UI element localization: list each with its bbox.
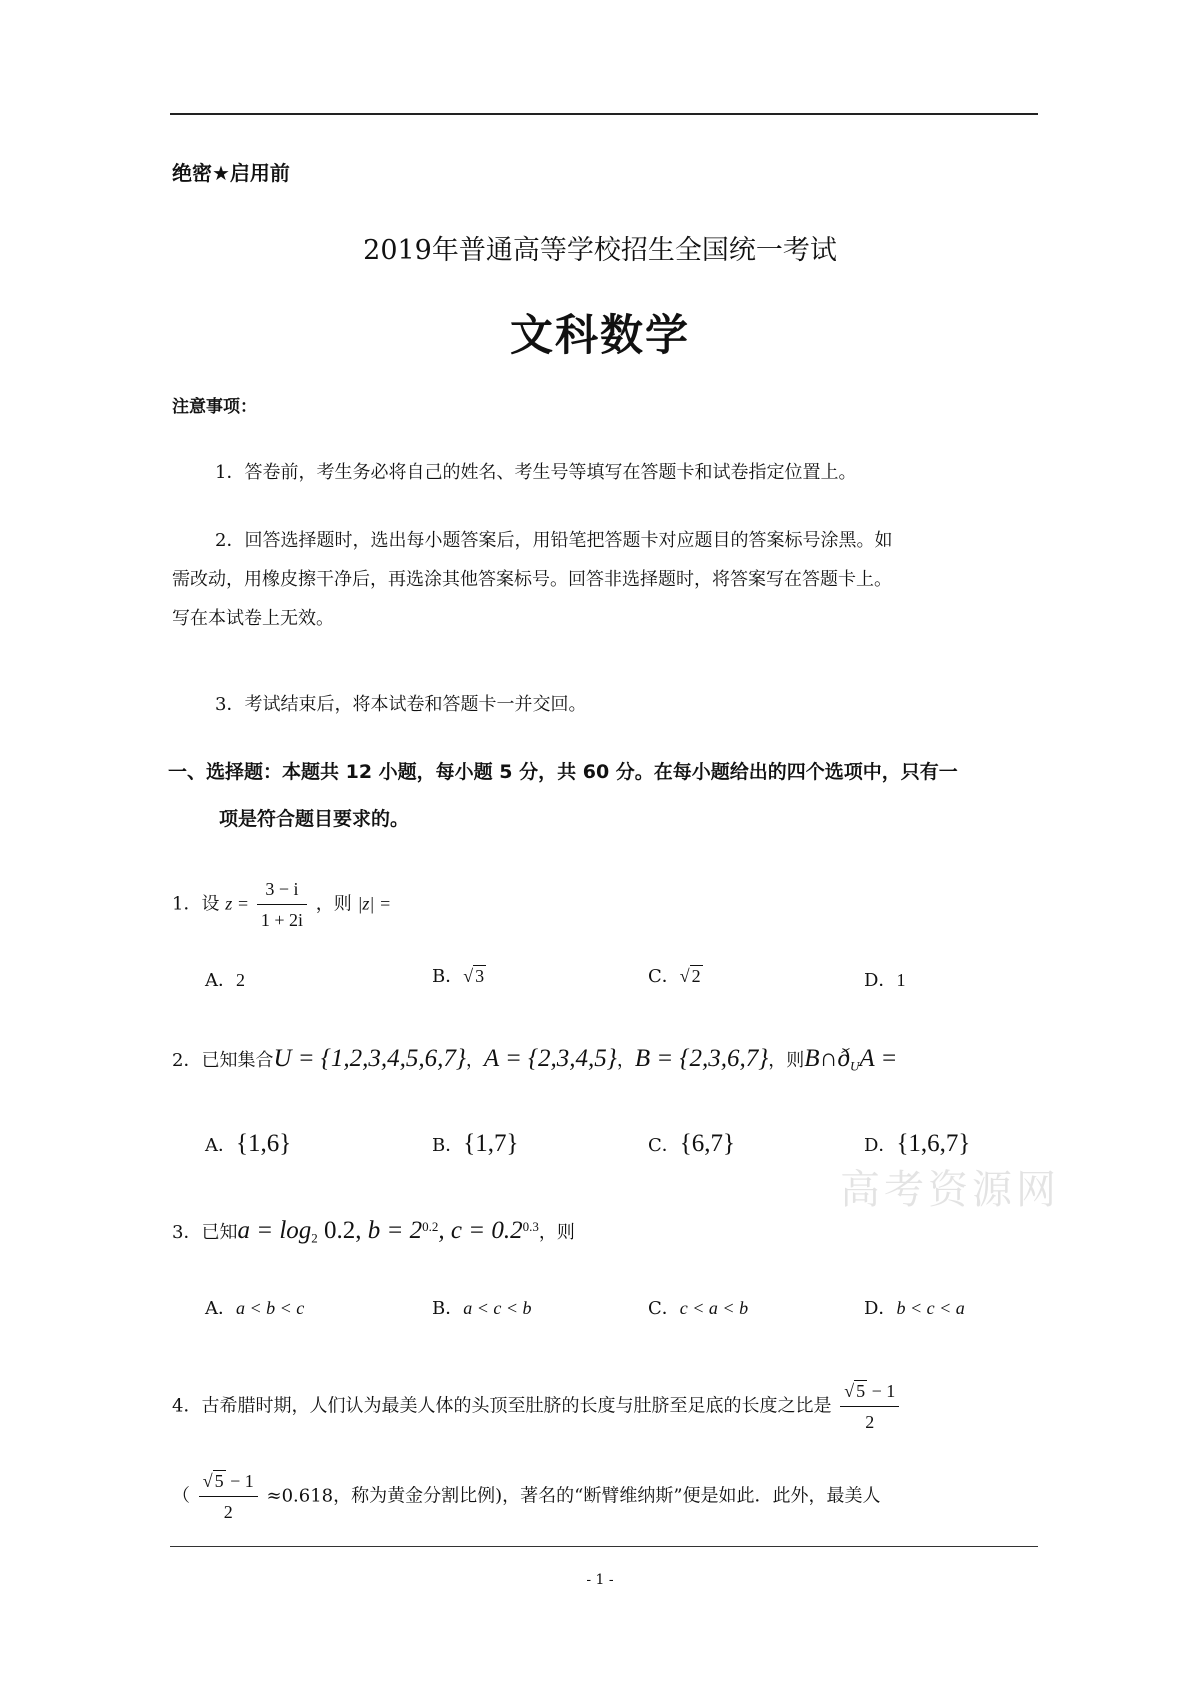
- q2-option-b[interactable]: [432, 1130, 518, 1158]
- question-1-fraction: [257, 876, 307, 933]
- option-label: D．: [864, 970, 897, 991]
- option-label: D．: [864, 1135, 897, 1156]
- bottom-rule: [170, 1546, 1038, 1547]
- sqrt-icon: √ 5: [202, 1471, 224, 1491]
- sqrt-icon: √ 2: [679, 966, 701, 986]
- confidential-label: 绝密★启用前: [172, 161, 290, 185]
- q3-option-a[interactable]: [205, 1294, 304, 1320]
- question-3-a: a = log: [237, 1217, 312, 1244]
- question-3: [172, 1214, 575, 1252]
- question-1-tail: ，则: [315, 893, 352, 915]
- question-4-stem: 4．古希腊时期，人们认为最美人体的头顶至肚脐的长度与肚脐至足底的长度之比是: [172, 1395, 832, 1417]
- notice-item-3: 3．考试结束后，将本试卷和答题卡一并交回。: [215, 694, 587, 715]
- question-2: [172, 1046, 897, 1080]
- question-3-log-base: 2: [311, 1230, 318, 1246]
- option-label: B．: [432, 1298, 464, 1319]
- sqrt-icon: √ 5: [844, 1381, 866, 1401]
- option-value: {1,7}: [463, 1130, 519, 1157]
- option-label: B．: [432, 966, 464, 987]
- q3-option-d[interactable]: [864, 1294, 965, 1320]
- question-1: [172, 876, 390, 936]
- top-rule: [170, 113, 1038, 115]
- question-2-sep-2: ，: [616, 1050, 635, 1071]
- q3-option-c[interactable]: [648, 1294, 748, 1320]
- notice-item-2: [172, 528, 1042, 632]
- golden-ratio-numerator: [840, 1378, 899, 1407]
- notice-item-1: 1．答卷前，考生务必将自己的姓名、考生号等填写在答题卡和试卷指定位置上。: [215, 462, 857, 483]
- subject-title: 文科数学: [510, 311, 690, 361]
- golden-ratio-fraction: [199, 1468, 258, 1525]
- notice-item-2-line-1: 2．回答选择题时，选出每小题答案后，用铅笔把答题卡对应题目的答案标号涂黑。如: [215, 530, 893, 551]
- golden-ratio-denominator: 2: [865, 1412, 875, 1432]
- question-4-line-1: [172, 1378, 902, 1435]
- section-heading-line-2: 项是符合题目要求的。: [219, 808, 410, 830]
- numerator-tail: − 1: [867, 1381, 896, 1401]
- option-label: C．: [648, 966, 680, 987]
- q2-option-d[interactable]: [864, 1130, 970, 1158]
- option-label: D．: [864, 1298, 897, 1319]
- numerator-tail: − 1: [225, 1471, 254, 1491]
- question-4-line-2-tail: ≈0.618，称为黄金分割比例)，著名的“断臂维纳斯”便是如此．此外，最美人: [266, 1485, 881, 1507]
- q2-option-a[interactable]: [205, 1130, 291, 1158]
- option-label: C．: [648, 1298, 680, 1319]
- question-2-b-set: B = {2,3,6,7}: [634, 1045, 769, 1072]
- question-1-stem: 1．设: [172, 893, 220, 915]
- question-2-sep-1: ，: [465, 1050, 484, 1071]
- option-label: B．: [432, 1135, 464, 1156]
- exam-title: 2019年普通高等学校招生全国统一考试: [363, 235, 837, 266]
- question-1-eq: =: [237, 893, 249, 914]
- question-2-a-set: A = {2,3,4,5}: [483, 1045, 617, 1072]
- question-4-line-2: [172, 1468, 881, 1525]
- question-3-c: , c = 0.2: [438, 1217, 523, 1244]
- option-label: A．: [205, 1135, 236, 1156]
- notice-heading: 注意事项：: [172, 397, 257, 417]
- question-3-a-val: 0.2,: [317, 1217, 368, 1244]
- notice-item-2-line-2: 需改动，用橡皮擦干净后，再选涂其他答案标号。回答非选择题时，将答案写在答题卡上。: [172, 569, 892, 590]
- golden-ratio-numerator: [199, 1468, 258, 1497]
- sqrt-icon: √ 3: [463, 966, 485, 986]
- option-value: 1: [896, 970, 906, 990]
- golden-ratio-denominator: 2: [223, 1502, 233, 1522]
- radicand: 5: [856, 1381, 866, 1401]
- option-value: c < a < b: [679, 1298, 749, 1318]
- q1-option-a[interactable]: [205, 966, 245, 992]
- paren-open: （: [172, 1485, 190, 1507]
- option-value: a < b < c: [236, 1298, 305, 1318]
- question-2-tail: ，则: [768, 1050, 805, 1071]
- question-1-denominator: 1 + 2i: [260, 910, 303, 930]
- question-1-numerator: 3 − i: [257, 876, 307, 905]
- q2-option-c[interactable]: [648, 1130, 735, 1158]
- option-value: b < c < a: [896, 1298, 965, 1318]
- page-number: - 1 -: [586, 1572, 614, 1588]
- watermark: 高考资源网: [840, 1167, 1060, 1213]
- section-heading-line-1: 一、选择题：本题共 12 小题，每小题 5 分，共 60 分。在每小题给出的四个选项中，只有一: [168, 761, 958, 783]
- question-2-expr: B∩ð: [804, 1045, 851, 1072]
- question-3-c-exp: 0.3: [522, 1219, 539, 1234]
- q1-option-c[interactable]: [648, 962, 703, 988]
- question-1-tail-eq: =: [380, 893, 391, 914]
- q1-option-b[interactable]: [432, 962, 486, 988]
- option-label: C．: [648, 1135, 680, 1156]
- option-radicand: 2: [691, 966, 701, 986]
- option-value: 2: [236, 970, 245, 990]
- option-label: A．: [205, 1298, 236, 1319]
- question-3-stem: 3．已知: [172, 1222, 238, 1243]
- q3-option-b[interactable]: [432, 1294, 532, 1320]
- question-2-u-set: U = {1,2,3,4,5,6,7}: [273, 1045, 466, 1072]
- option-value: {1,6}: [236, 1130, 292, 1157]
- q1-option-d[interactable]: [864, 966, 905, 992]
- option-value: {1,6,7}: [896, 1130, 971, 1157]
- radicand: 5: [214, 1471, 224, 1491]
- question-3-b-exp: 0.2: [422, 1219, 439, 1234]
- question-2-expr-sub: U: [850, 1058, 860, 1074]
- question-1-var: z: [225, 893, 233, 914]
- question-2-expr-tail: A =: [859, 1045, 898, 1072]
- option-value: {6,7}: [679, 1130, 736, 1157]
- question-3-b: b = 2: [367, 1217, 423, 1244]
- question-1-abs: |z|: [357, 893, 375, 914]
- section-heading: [168, 757, 1048, 831]
- question-2-stem: 2．已知集合: [172, 1050, 274, 1071]
- question-3-tail: ，则: [538, 1222, 575, 1243]
- option-radicand: 3: [475, 966, 485, 986]
- golden-ratio-fraction: [840, 1378, 899, 1435]
- option-label: A．: [205, 970, 236, 991]
- option-value: a < c < b: [463, 1298, 532, 1318]
- notice-item-2-line-3: 写在本试卷上无效。: [172, 608, 334, 629]
